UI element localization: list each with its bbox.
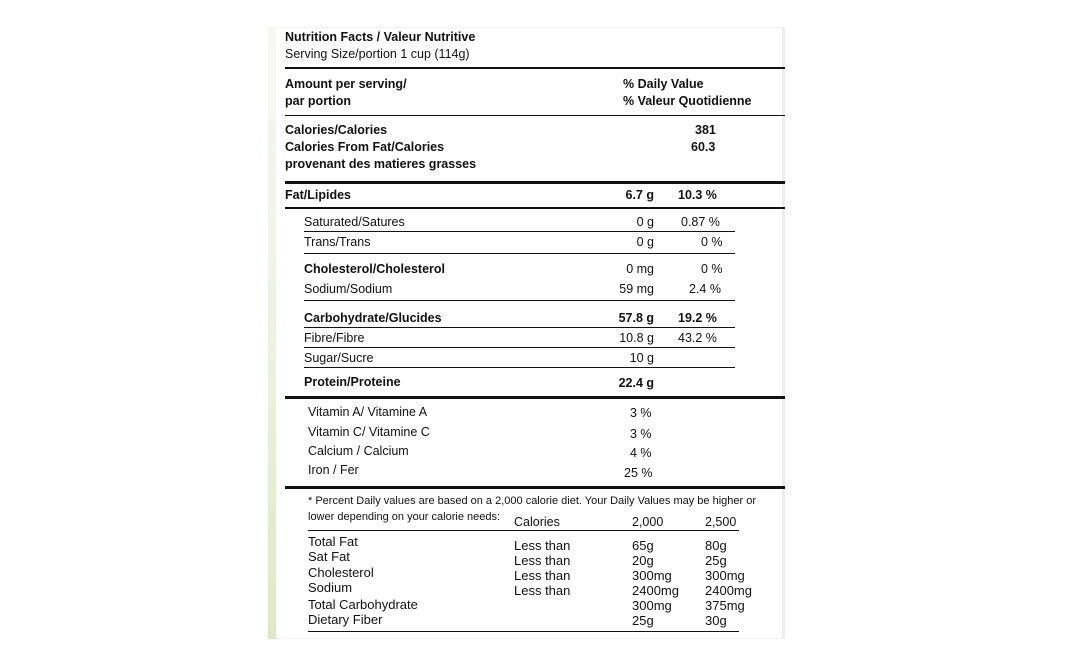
divider: [304, 300, 735, 301]
ref-row-2000: 2400mg: [632, 583, 679, 598]
vitamin-a-label: Vitamin A/ Vitamine A: [308, 405, 428, 419]
calories-from-fat-label-fr: provenant des matieres grasses: [285, 157, 477, 171]
ref-row-2000: 300mg: [632, 598, 672, 613]
daily-value-heading: % Daily Value: [623, 77, 704, 91]
footnote-line-1: * Percent Daily values are based on a 2,000 calorie diet. Your Daily Values may be higher or: [308, 495, 757, 507]
nutrient-carbohydrate-dv: 19.2 %: [678, 311, 717, 325]
amount-per-serving-label: Amount per serving/: [285, 77, 407, 91]
nutrient-fat-label: Fat/Lipides: [285, 188, 351, 202]
nutrient-sugar-label: Sugar/Sucre: [304, 351, 374, 365]
ref-row-2000: 20g: [632, 553, 654, 568]
ref-row-2500: 25g: [705, 553, 727, 568]
nutrient-carbohydrate-amount: 57.8 g: [618, 311, 654, 325]
nutrient-trans-amount: 0 g: [636, 235, 654, 249]
ref-row-label: Cholesterol: [308, 565, 374, 580]
vitamin-c-dv: 3 %: [630, 427, 652, 441]
divider: [308, 631, 739, 632]
nutrient-fat-amount: 6.7 g: [625, 188, 654, 202]
ref-col-2500: 2,500: [705, 515, 737, 529]
ref-row-qualifier: Less than: [514, 583, 571, 598]
ref-row-qualifier: Less than: [514, 568, 571, 583]
nutrition-label: [268, 27, 785, 639]
ref-row-qualifier: Less than: [514, 538, 571, 553]
divider: [304, 253, 735, 254]
valeur-quotidienne-heading: % Valeur Quotidienne: [623, 94, 752, 108]
ref-row-2000: 300mg: [632, 568, 672, 583]
vitamin-c-label: Vitamin C/ Vitamine C: [308, 425, 430, 439]
nutrient-saturated-dv: 0.87 %: [681, 215, 720, 229]
nutrient-cholesterol-amount: 0 mg: [626, 262, 654, 276]
ref-row-2500: 2400mg: [705, 583, 752, 598]
serving-size: Serving Size/portion 1 cup (114g): [285, 47, 470, 61]
divider: [308, 530, 739, 531]
ref-row-2000: 25g: [632, 613, 654, 628]
nutrient-trans-dv: 0 %: [701, 235, 723, 249]
divider: [304, 367, 735, 368]
label-title: Nutrition Facts / Valeur Nutritive: [285, 30, 476, 44]
package-edge-right: [782, 27, 785, 639]
ref-row-label: Sodium: [308, 580, 353, 595]
divider: [304, 231, 735, 232]
divider: [285, 181, 785, 184]
divider: [285, 115, 785, 116]
ref-row-label: Total Carbohydrate: [308, 597, 418, 612]
iron-label: Iron / Fer: [308, 463, 359, 477]
nutrient-carbohydrate-label: Carbohydrate/Glucides: [304, 311, 442, 325]
divider: [285, 486, 785, 489]
par-portion-label: par portion: [285, 94, 351, 108]
nutrient-cholesterol-label: Cholesterol/Cholesterol: [304, 262, 445, 276]
divider: [285, 396, 785, 399]
nutrient-trans-label: Trans/Trans: [304, 235, 371, 249]
ref-row-2000: 65g: [632, 538, 654, 553]
nutrient-sugar-amount: 10 g: [629, 351, 654, 365]
nutrient-protein-label: Protein/Proteine: [304, 375, 401, 389]
calories-from-fat-label: Calories From Fat/Calories: [285, 140, 445, 154]
nutrient-fat-dv: 10.3 %: [678, 188, 717, 202]
ref-row-qualifier: Less than: [514, 553, 571, 568]
ref-col-2000: 2,000: [632, 515, 664, 529]
ref-row-2500: 375mg: [705, 598, 745, 613]
nutrient-fibre-dv: 43.2 %: [678, 331, 717, 345]
package-edge: [268, 27, 276, 639]
divider: [304, 347, 735, 348]
calcium-dv: 4 %: [630, 446, 652, 460]
ref-row-label: Sat Fat: [308, 549, 350, 564]
ref-row-label: Total Fat: [308, 534, 358, 549]
ref-row-2500: 80g: [705, 538, 727, 553]
iron-dv: 25 %: [624, 466, 653, 480]
nutrient-fibre-amount: 10.8 g: [619, 331, 654, 345]
nutrient-saturated-label: Saturated/Satures: [304, 215, 405, 229]
nutrient-sodium-dv: 2.4 %: [689, 282, 721, 296]
divider: [285, 67, 785, 69]
footnote-line-2: lower depending on your calorie needs:: [308, 511, 501, 523]
divider: [304, 327, 735, 328]
vitamin-a-dv: 3 %: [630, 406, 652, 420]
nutrient-cholesterol-dv: 0 %: [701, 262, 723, 276]
calcium-label: Calcium / Calcium: [308, 444, 409, 458]
calories-value: 381: [695, 123, 716, 137]
calories-from-fat-value: 60.3: [691, 140, 716, 154]
ref-row-2500: 30g: [705, 613, 727, 628]
nutrient-fibre-label: Fibre/Fibre: [304, 331, 365, 345]
ref-row-label: Dietary Fiber: [308, 612, 383, 627]
nutrient-sodium-amount: 59 mg: [619, 282, 654, 296]
nutrient-protein-amount: 22.4 g: [618, 376, 654, 390]
divider: [285, 207, 785, 209]
ref-row-2500: 300mg: [705, 568, 745, 583]
nutrient-sodium-label: Sodium/Sodium: [304, 282, 393, 296]
ref-col-calories: Calories: [514, 515, 560, 529]
calories-label: Calories/Calories: [285, 123, 388, 137]
nutrient-saturated-amount: 0 g: [636, 215, 654, 229]
